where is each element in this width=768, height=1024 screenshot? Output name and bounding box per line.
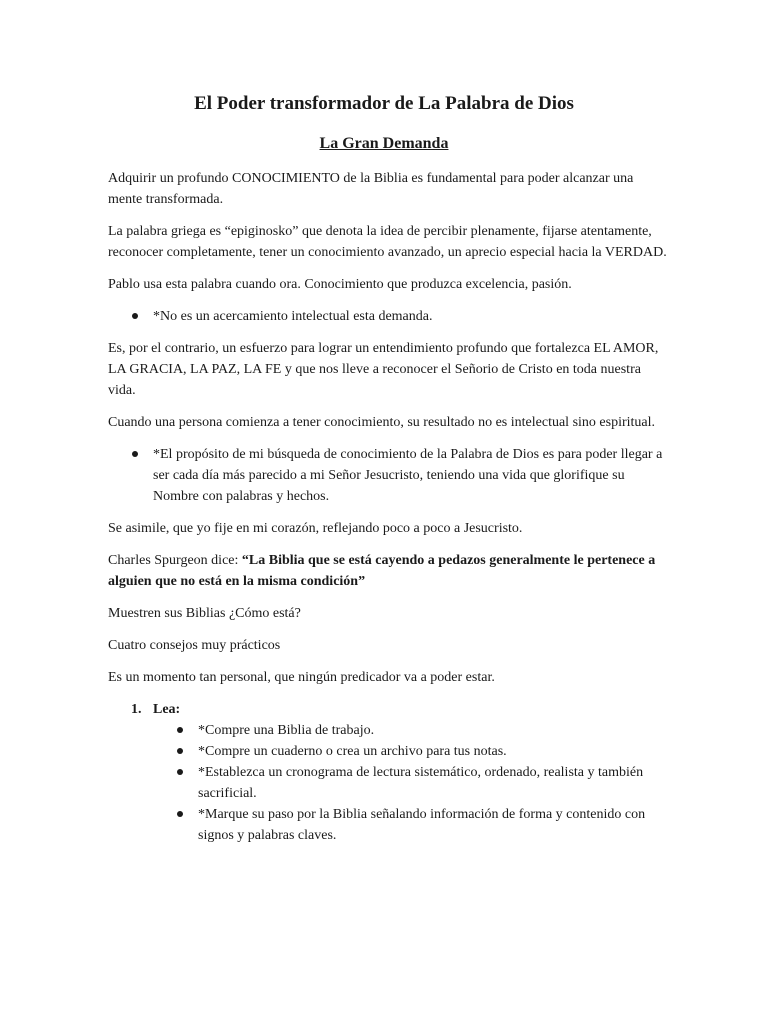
quote-lead: Charles Spurgeon dice: (108, 553, 242, 568)
list-number: 1. (131, 702, 142, 717)
paragraph: Pablo usa esta palabra cuando ora. Conocimiento que produzca excelencia, pasión. (108, 277, 572, 292)
document-subtitle: La Gran Demanda (319, 135, 449, 152)
document-body (108, 168, 668, 857)
list-item: *Establezca un cronograma de lectura sistemático, ordenado, realista y también sacrificial. (198, 762, 668, 804)
list-item: *Compre un cuaderno o crea un archivo para tus notas. (198, 741, 668, 762)
bullet-list (108, 306, 668, 327)
paragraph: Se asimile, que yo fije en mi corazón, reflejando poco a poco a Jesucristo. (108, 521, 523, 536)
list-item: *Compre una Biblia de trabajo. (198, 720, 668, 741)
paragraph: Cuando una persona comienza a tener conocimiento, su resultado no es intelectual sino espiritual. (108, 415, 655, 430)
advice-list (153, 720, 668, 846)
paragraph: La palabra griega es “epiginosko” que denota la idea de percibir plenamente, fijarse atentamente, reconocer completamente, tener un conocimiento avanzado, un aprecio especial hacia la VERDAD. (108, 224, 667, 260)
numbered-list (108, 699, 668, 846)
paragraph: Cuatro consejos muy prácticos (108, 638, 281, 653)
bullet-item: *No es un acercamiento intelectual esta demanda. (153, 306, 668, 327)
paragraph: Muestren sus Biblias ¿Cómo está? (108, 606, 301, 621)
bullet-item: *El propósito de mi búsqueda de conocimiento de la Palabra de Dios es para poder llegar a ser cada día más parecido a mi Señor Jesucristo, teniendo una vida que glorifique su Nombre con palabras y hechos. (153, 444, 668, 507)
spurgeon-quote-paragraph (108, 550, 668, 592)
numbered-list-heading (131, 699, 668, 720)
list-item: *Marque su paso por la Biblia señalando información de forma y contenido con signos y palabras claves. (198, 804, 668, 846)
paragraph: Adquirir un profundo CONOCIMIENTO de la Biblia es fundamental para poder alcanzar una mente transformada. (108, 171, 634, 207)
document-title: El Poder transformador de La Palabra de Dios (194, 93, 574, 114)
bullet-list (108, 444, 668, 507)
paragraph: Es, por el contrario, un esfuerzo para lograr un entendimiento profundo que fortalezca EL AMOR, LA GRACIA, LA PAZ, LA FE y que nos lleve a reconocer el Señorio de Cristo en toda nuestra vida. (108, 341, 659, 398)
paragraph: Es un momento tan personal, que ningún predicador va a poder estar. (108, 670, 495, 685)
quote-text: “La Biblia que se está cayendo a pedazos generalmente le pertenece a alguien que no está en la misma condición” (108, 553, 656, 589)
list-heading-label: Lea: (153, 702, 181, 717)
